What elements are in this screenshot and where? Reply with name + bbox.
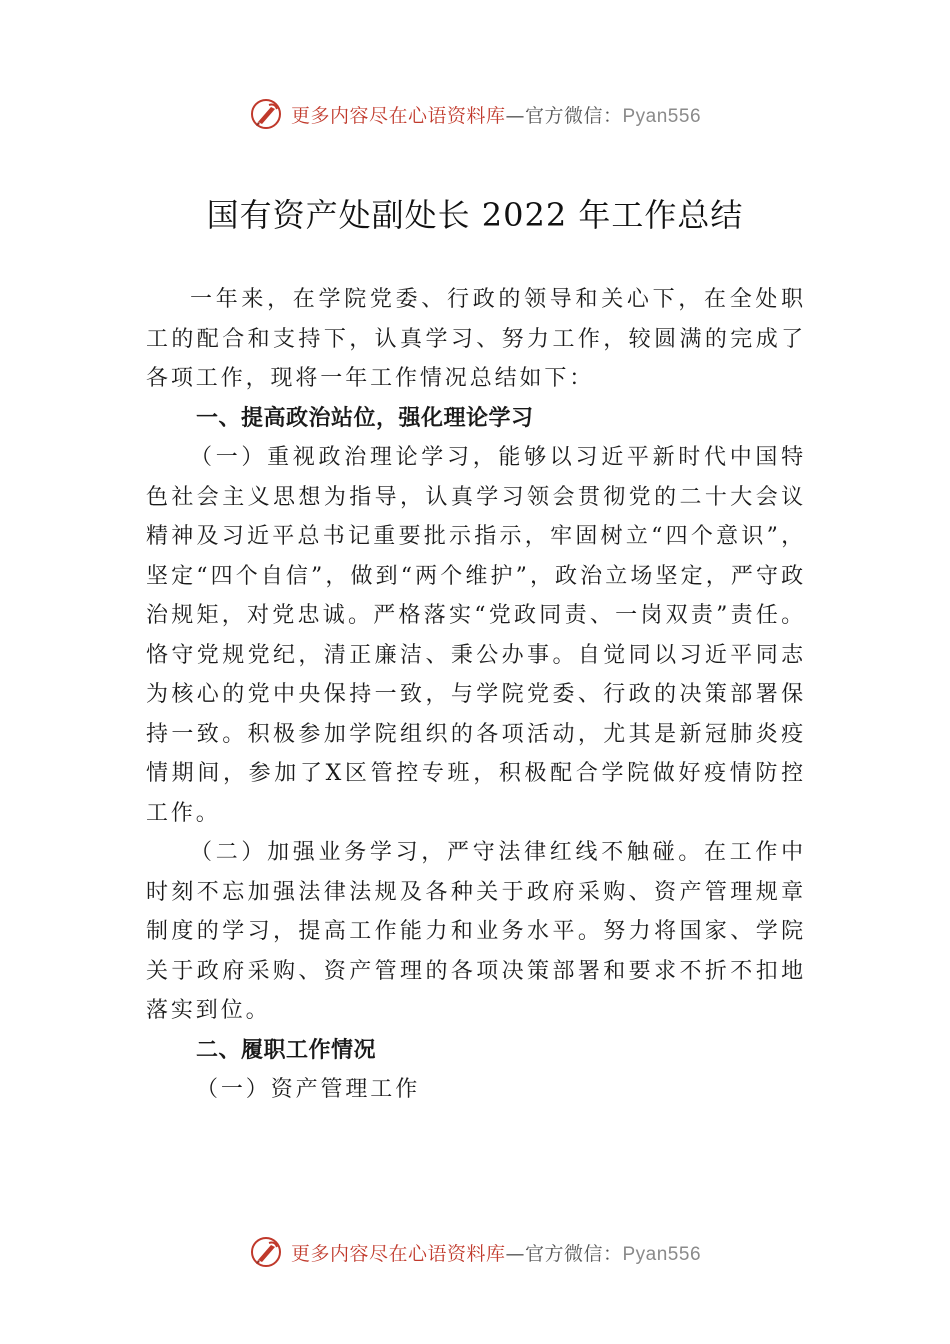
document-title: 国有资产处副处长 2022 年工作总结 [206, 196, 744, 234]
section-1-paragraph-2: （二）加强业务学习，严守法律红线不触碰。在工作中时刻不忘加强法律法规及各种关于政府采购、资产管理规章制度的学习，提高工作能力和业务水平。努力将国家、学院关于政府采购、资产管理的各项决策部署和要求不折不扣地落实到位。 [146, 840, 806, 1023]
section-2-subheading: （一）资产管理工作 [196, 1077, 421, 1102]
pen-nib-logo-icon [249, 1235, 283, 1269]
watermark-text: 更多内容尽在心语资料库—官方微信：Pyan556 [290, 1242, 702, 1265]
watermark-banner-bottom [0, 1232, 950, 1272]
pen-nib-logo-icon [249, 97, 283, 131]
watermark-banner-top [0, 94, 950, 134]
section-1-paragraph-1: （一）重视政治理论学习，能够以习近平新时代中国特色社会主义思想为指导，认真学习领会贯彻党的二十大会议精神及习近平总书记重要批示指示，牢固树立“四个意识”，坚定“四个自信”，做到“两个维护”，政治立场坚定，严守政治规矩，对党忠诚。严格落实“党政同责、一岗双责”责任。恪守党规党纪，清正廉洁、秉公办事。自觉同以习近平同志为核心的党中央保持一致，与学院党委、行政的决策部署保持一致。积极参加学院组织的各项活动，尤其是新冠肺炎疫情期间，参加了X区管控专班，积极配合学院做好疫情防控工作。 [146, 445, 806, 826]
section-1-heading: 一、提高政治站位，强化理论学习 [196, 405, 534, 431]
watermark-text: 更多内容尽在心语资料库—官方微信：Pyan556 [290, 104, 702, 127]
section-2-heading: 二、履职工作情况 [196, 1037, 377, 1063]
intro-paragraph: 一年来，在学院党委、行政的领导和关心下，在全处职工的配合和支持下，认真学习、努力工作，较圆满的完成了各项工作，现将一年工作情况总结如下： [146, 287, 806, 391]
document-body [146, 280, 806, 1110]
